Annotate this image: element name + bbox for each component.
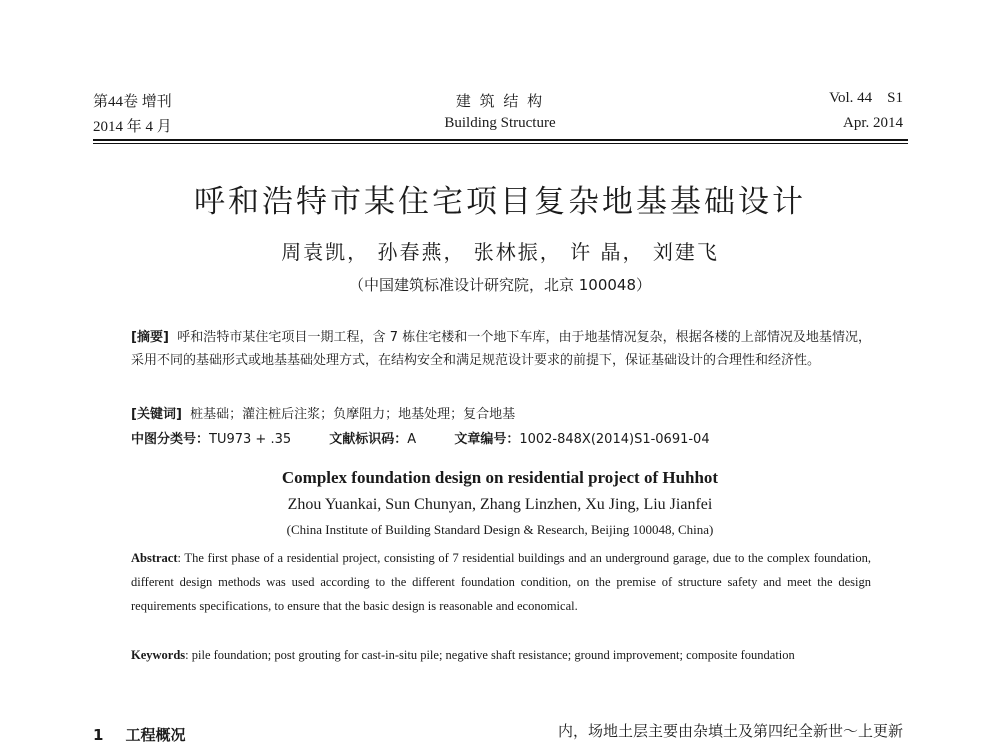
classification-line — [131, 428, 710, 447]
paper-title-cn: 呼和浩特市某住宅项目复杂地基基础设计 — [194, 184, 806, 220]
journal-volume-en: Vol. 44 S1 — [829, 90, 903, 106]
authors-cn: 周袁凯， 孙春燕， 张林振， 许 晶， 刘建飞 — [281, 240, 719, 264]
journal-date-en: Apr. 2014 — [843, 115, 903, 131]
abstract-cn-text: 呼和浩特市某住宅项目一期工程，含 7 栋住宅楼和一个地下车库，由于地基情况复杂，根据各楼的上部情况及地基情况，采用不同的基础形式或地基基础处理方式，在结构安全和满足规范设计要求的前提下，保证基础设计的合理性和经济性。 — [131, 330, 871, 368]
clc-label: 中图分类号： — [131, 432, 210, 447]
header-rule-thick — [93, 139, 908, 141]
paper-title-en: Complex foundation design on residential project of Huhhot — [281, 468, 719, 487]
abstract-en-text: : The first phase of a residential project, consisting of 7 residential buildings and an underground garage, due to the complex foundation, different design methods was used according to the different foundation condition, on the premise of structure safety and meet the design requirements specifications, to ensure that the basic design is reasonable and economical. — [131, 551, 871, 613]
section-heading — [93, 724, 185, 745]
affiliation-cn: （中国建筑标准设计研究院，北京 100048） — [348, 276, 652, 294]
doc-code-value: A — [407, 432, 417, 447]
body-text-right-column: 内，场地土层主要由杂填土及第四纪全新世～上更新 — [557, 722, 903, 740]
abstract-cn-label: [摘要] — [131, 330, 169, 345]
article-no-label: 文章编号： — [454, 432, 520, 447]
keywords-en-text: : pile foundation; post grouting for cast-in-situ pile; negative shaft resistance; ground improvement; composite foundation — [185, 648, 795, 662]
abstract-cn — [131, 326, 871, 372]
journal-date-cn: 2014 年 4 月 — [93, 119, 172, 135]
affiliation-en: (China Institute of Building Standard Design & Research, Beijing 100048, China) — [286, 522, 714, 537]
journal-name-en: Building Structure — [444, 115, 556, 131]
keywords-en-label: Keywords — [131, 648, 186, 662]
journal-volume-cn: 第44卷 增刊 — [93, 94, 172, 110]
keywords-cn — [131, 403, 871, 426]
doc-code-label: 文献标识码： — [329, 432, 408, 447]
journal-name-cn: 建 筑 结 构 — [455, 92, 545, 110]
article-no-value: 1002-848X(2014)S1-0691-04 — [519, 432, 710, 447]
clc-value: TU973 + .35 — [209, 432, 292, 447]
keywords-cn-label: [关键词] — [131, 407, 182, 422]
authors-en: Zhou Yuankai, Sun Chunyan, Zhang Linzhen, Xu Jing, Liu Jianfei — [287, 496, 713, 513]
section-title: 工程概况 — [125, 726, 186, 744]
keywords-cn-text: 桩基础；灌注桩后注浆；负摩阻力；地基处理；复合地基 — [190, 407, 516, 422]
header-rule-thin — [93, 143, 908, 144]
section-number: 1 — [93, 726, 104, 744]
abstract-en — [131, 546, 871, 618]
abstract-en-label: Abstract — [131, 551, 178, 565]
keywords-en — [131, 643, 871, 667]
